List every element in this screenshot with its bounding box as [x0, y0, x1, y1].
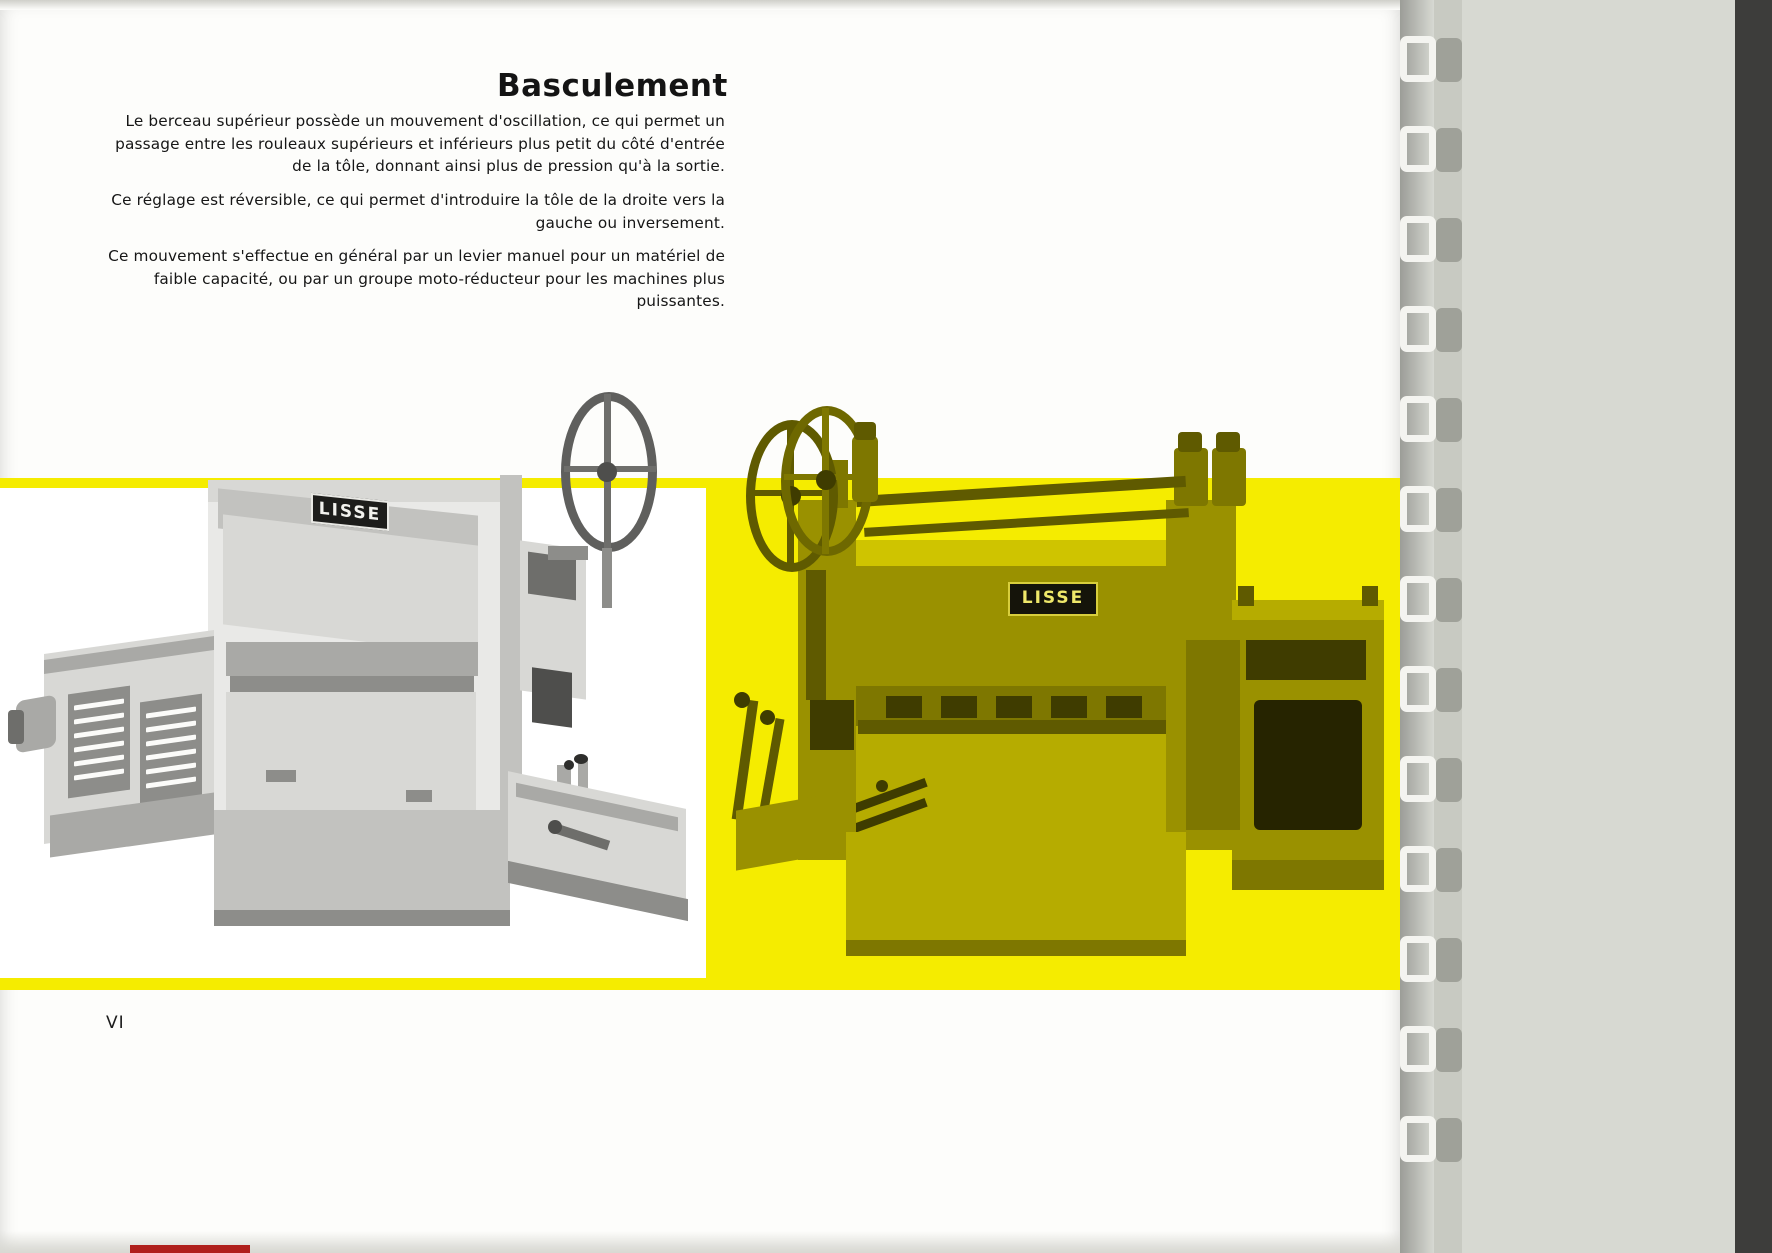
base-plinth	[846, 832, 1186, 952]
brand-plate-right: LISSE	[1008, 582, 1098, 616]
drive-shroud	[1186, 640, 1240, 830]
gear-box-left	[810, 700, 854, 750]
spiral-ring	[1400, 1116, 1436, 1162]
sheet-top-edge	[0, 0, 1400, 10]
spiral-ring-shadow	[1436, 578, 1462, 622]
spiral-ring	[1400, 1026, 1436, 1072]
cylinder-cap-a	[854, 422, 876, 440]
hydraulic-cylinder-a	[852, 436, 878, 502]
linkage-pivot	[876, 780, 888, 792]
tie-rod-upper	[856, 476, 1186, 507]
panel-latch-b	[406, 790, 432, 802]
roller-bearing	[941, 696, 977, 718]
pedal-pivot	[548, 820, 562, 834]
spiral-binding	[1390, 0, 1460, 1253]
spiral-ring-shadow	[1436, 848, 1462, 892]
spiral-ring-shadow	[1436, 218, 1462, 262]
base-plinth-main	[214, 810, 510, 920]
gauge-scale	[806, 570, 826, 700]
spiral-ring-shadow	[1436, 308, 1462, 352]
spiral-ring	[1400, 756, 1436, 802]
base-shadow	[214, 910, 510, 926]
gearbox-top-b	[1212, 448, 1246, 506]
page-title: Basculement	[497, 68, 728, 104]
panel-latch-a	[266, 770, 296, 782]
lower-panel	[226, 692, 476, 810]
base-shadow	[846, 940, 1186, 956]
spiral-ring	[1400, 216, 1436, 262]
lever-knob-a	[564, 760, 574, 770]
cabinet-base	[1232, 860, 1384, 890]
spiral-ring	[1400, 306, 1436, 352]
brand-plate-left: LISSE	[311, 493, 389, 531]
paragraph-3: Ce mouvement s'effectue en général par un levier manuel pour un matériel de faible capacité, ou par un groupe moto-réducteur pour les machines plus puissantes.	[108, 247, 725, 311]
handwheel-hub-back	[816, 470, 836, 490]
spiral-ring-shadow	[1436, 758, 1462, 802]
cabinet-door	[1254, 700, 1362, 830]
roller-bearing	[996, 696, 1032, 718]
spiral-ring-shadow	[1436, 38, 1462, 82]
cabinet-hook-a	[1238, 586, 1254, 606]
spiral-ring-shadow	[1436, 938, 1462, 982]
spiral-ring	[1400, 846, 1436, 892]
gearbox-cap-b	[1216, 432, 1240, 452]
lever-knob-b	[760, 710, 775, 725]
lever-knob-a	[734, 692, 750, 708]
spiral-ring	[1400, 936, 1436, 982]
motor-endcap	[8, 710, 24, 744]
paragraph-1: Le berceau supérieur possède un mouvement d'oscillation, ce qui permet un passage entre les rouleaux supérieurs et inférieurs plus petit du côté d'entrée de la tôle, donnant ainsi plus de pression qu'à la sortie.	[115, 112, 725, 176]
side-column	[500, 475, 522, 815]
page-folio: VI	[106, 1013, 125, 1033]
desk-edge	[1735, 0, 1772, 1253]
machine-photo-right	[726, 400, 1401, 975]
frame-top-edge	[846, 540, 1186, 566]
tie-rod-lower	[864, 508, 1189, 537]
paragraph-2: Ce réglage est réversible, ce qui permet d'introduire la tôle de la droite vers la gauche ou inversement.	[111, 190, 725, 232]
cabinet-hook-b	[1362, 586, 1378, 606]
roller-bearing	[1106, 696, 1142, 718]
handwheel-shaft	[602, 548, 612, 608]
spiral-ring-shadow	[1436, 488, 1462, 532]
spiral-ring	[1400, 576, 1436, 622]
lower-panel	[858, 734, 1176, 832]
control-shelf	[548, 546, 588, 560]
handwheel-hub	[597, 462, 617, 482]
cabinet-vent	[1246, 640, 1366, 680]
spiral-ring-shadow	[1436, 398, 1462, 442]
roller-housing	[226, 642, 478, 676]
gearbox-cap-a	[1178, 432, 1202, 452]
lever-knob-b	[574, 754, 588, 764]
spiral-ring-shadow	[1436, 1118, 1462, 1162]
control-grille	[532, 667, 572, 728]
spiral-ring	[1400, 396, 1436, 442]
roller-bearing	[886, 696, 922, 718]
roller-shadow	[858, 720, 1176, 734]
next-page-color-sliver	[130, 1245, 250, 1253]
spiral-ring-shadow	[1436, 1028, 1462, 1072]
body-copy	[100, 110, 725, 313]
spiral-ring	[1400, 36, 1436, 82]
spiral-ring-shadow	[1436, 668, 1462, 712]
machine-photo-left	[8, 380, 698, 980]
spiral-ring	[1400, 666, 1436, 712]
roller-shadow	[230, 676, 474, 692]
spiral-ring-shadow	[1436, 128, 1462, 172]
spiral-ring	[1400, 126, 1436, 172]
roller-bearing	[1051, 696, 1087, 718]
spiral-ring	[1400, 486, 1436, 532]
lever-arm-a	[732, 700, 759, 820]
